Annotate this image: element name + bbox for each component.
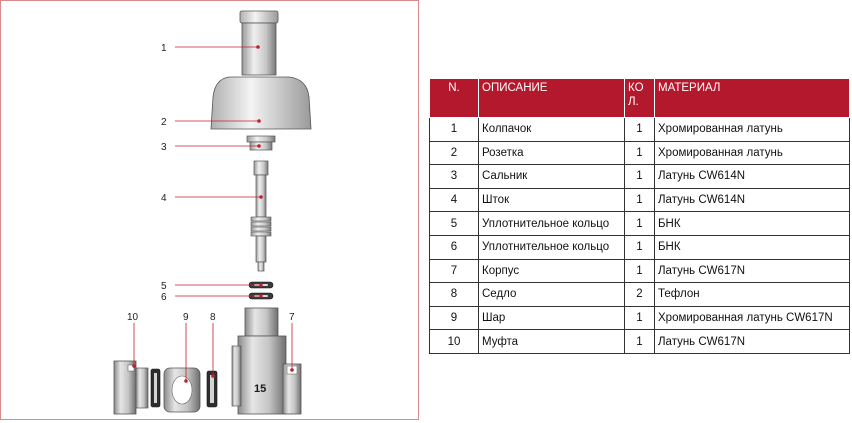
table-row <box>430 306 850 330</box>
body-mark-text: 15 <box>254 383 267 395</box>
part-3-gland <box>247 136 275 150</box>
cell-description: Уплотнительное кольцо <box>479 212 625 236</box>
cell-qty: 1 <box>625 141 655 165</box>
cell-material: Хромированная латунь <box>655 118 850 142</box>
cell-n: 9 <box>430 306 479 330</box>
cell-description: Шар <box>479 306 625 330</box>
header-description: ОПИСАНИЕ <box>479 79 625 118</box>
cell-qty: 2 <box>625 283 655 307</box>
cell-material: БНК <box>655 235 850 259</box>
cell-material: Латунь CW617N <box>655 259 850 283</box>
cell-material: Хромированная латунь <box>655 141 850 165</box>
callout-1: 1 <box>161 43 167 54</box>
exploded-view-drawing <box>0 0 419 420</box>
cell-material: Латунь CW614N <box>655 188 850 212</box>
cell-qty: 1 <box>625 212 655 236</box>
table-row <box>430 188 850 212</box>
cell-n: 2 <box>430 141 479 165</box>
cell-n: 10 <box>430 330 479 354</box>
cell-description: Корпус <box>479 259 625 283</box>
cell-n: 3 <box>430 165 479 189</box>
parts-table <box>429 78 850 354</box>
parts-table-container <box>429 78 849 354</box>
cell-qty: 1 <box>625 259 655 283</box>
cell-n: 7 <box>430 259 479 283</box>
cell-description: Уплотнительное кольцо <box>479 235 625 259</box>
part-10-union <box>114 361 160 414</box>
cell-material: Хромированная латунь CW617N <box>655 306 850 330</box>
cell-n: 8 <box>430 283 479 307</box>
cell-qty: 1 <box>625 306 655 330</box>
header-material: МАТЕРИАЛ <box>655 79 850 118</box>
table-row <box>430 330 850 354</box>
cell-qty: 1 <box>625 165 655 189</box>
cell-material: Латунь CW614N <box>655 165 850 189</box>
cell-n: 1 <box>430 118 479 142</box>
callout-10: 10 <box>127 312 139 323</box>
cell-material: БНК <box>655 212 850 236</box>
callout-5: 5 <box>161 281 167 292</box>
part-9-ball <box>164 368 200 412</box>
callout-3: 3 <box>161 142 167 153</box>
callout-7: 7 <box>289 312 295 323</box>
part-7-body <box>232 308 301 414</box>
table-row <box>430 212 850 236</box>
cell-n: 6 <box>430 235 479 259</box>
cell-qty: 1 <box>625 118 655 142</box>
cell-description: Сальник <box>479 165 625 189</box>
callout-6: 6 <box>161 292 167 303</box>
cell-qty: 1 <box>625 235 655 259</box>
callout-8: 8 <box>210 312 216 323</box>
table-row <box>430 235 850 259</box>
cell-qty: 1 <box>625 188 655 212</box>
callout-4: 4 <box>161 193 167 204</box>
table-row <box>430 283 850 307</box>
header-qty: КО Л. <box>625 79 655 118</box>
part-1-cap <box>240 11 278 75</box>
table-row <box>430 165 850 189</box>
table-row <box>430 118 850 142</box>
cell-material: Латунь CW617N <box>655 330 850 354</box>
header-n: N. <box>430 79 479 118</box>
cell-material: Тефлон <box>655 283 850 307</box>
cell-n: 5 <box>430 212 479 236</box>
part-4-stem <box>251 161 271 271</box>
cell-description: Розетка <box>479 141 625 165</box>
cell-description: Шток <box>479 188 625 212</box>
cell-description: Седло <box>479 283 625 307</box>
callout-2: 2 <box>161 117 167 128</box>
cell-description: Муфта <box>479 330 625 354</box>
table-row <box>430 141 850 165</box>
callout-9: 9 <box>183 312 189 323</box>
table-row <box>430 259 850 283</box>
parts-table-header-row <box>430 79 850 118</box>
cell-description: Колпачок <box>479 118 625 142</box>
cell-qty: 1 <box>625 330 655 354</box>
exploded-view-svg <box>1 1 420 421</box>
cell-n: 4 <box>430 188 479 212</box>
